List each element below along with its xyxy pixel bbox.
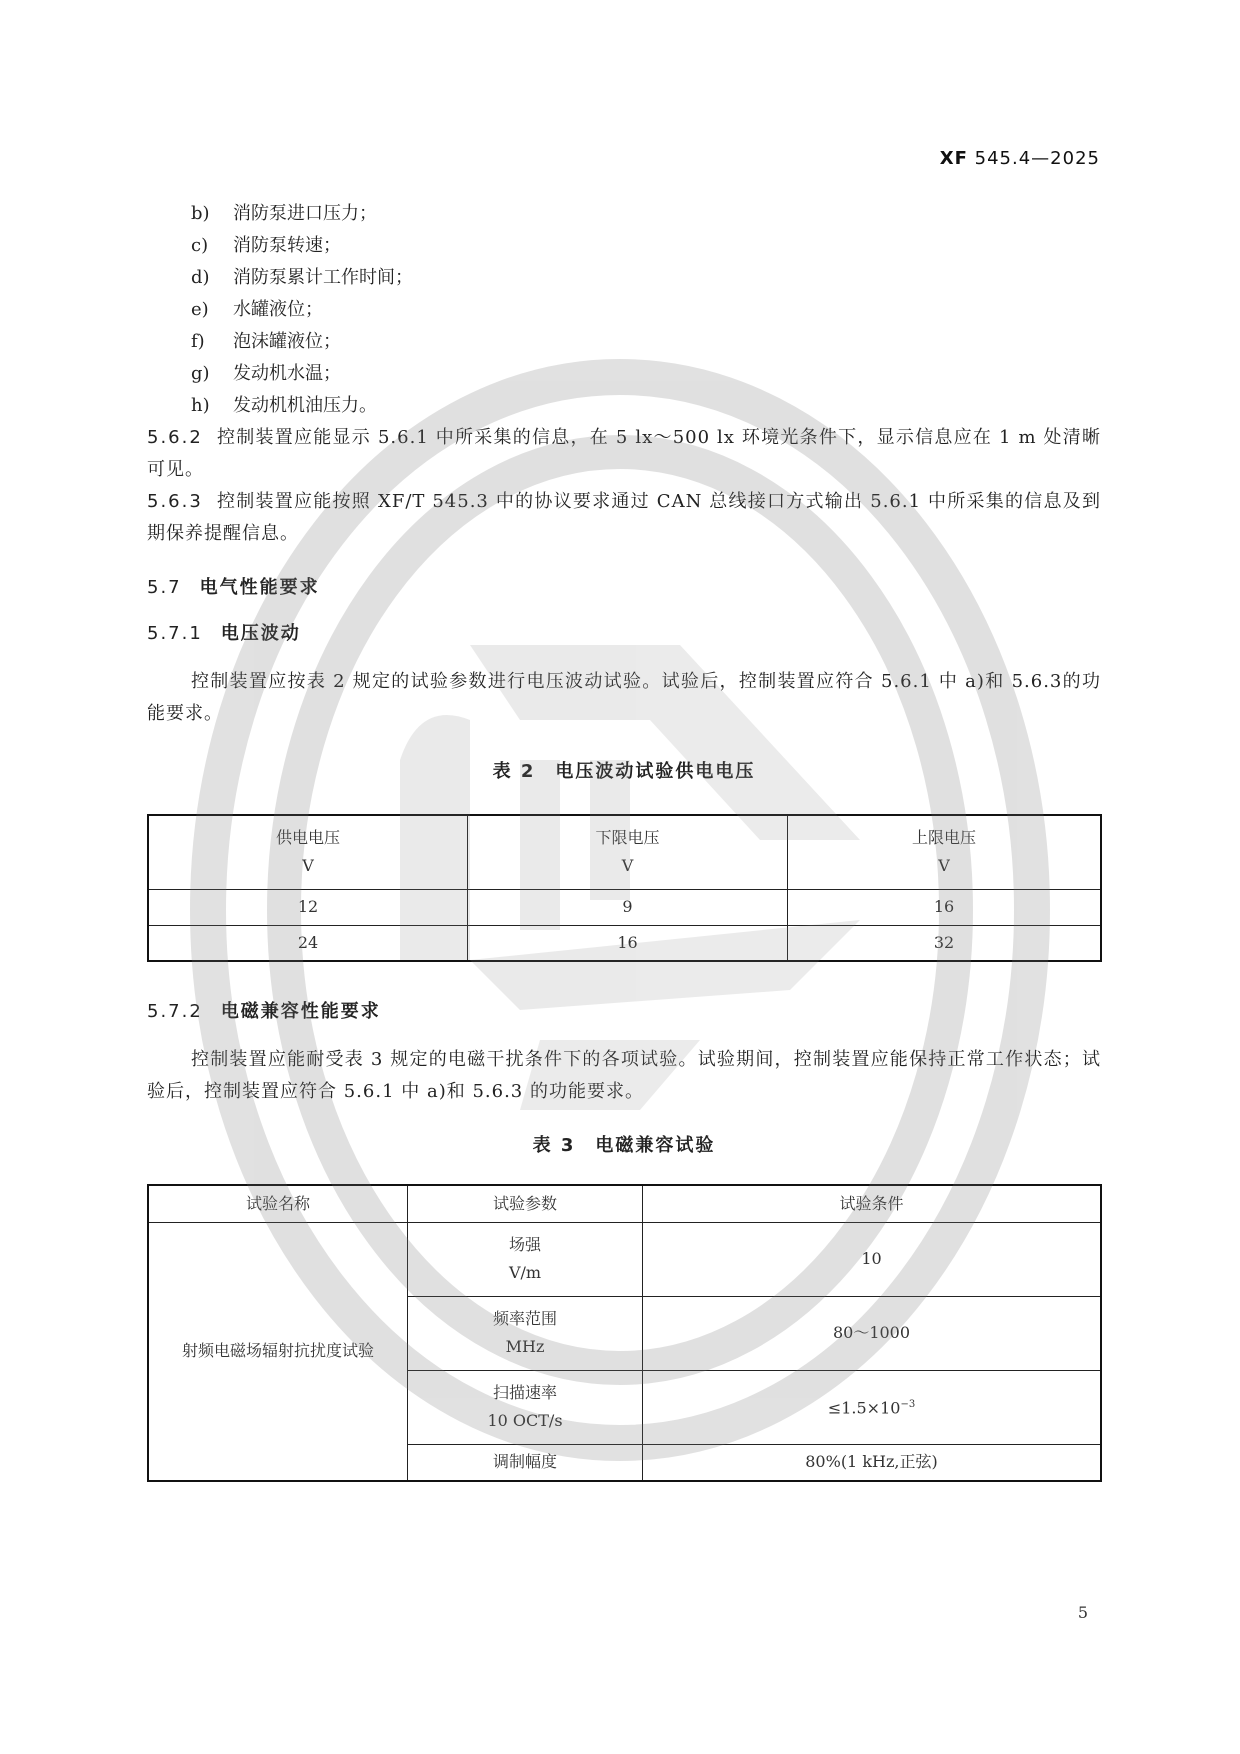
list-item: [191, 198, 1101, 230]
list-text: 泡沫罐液位；: [233, 331, 341, 352]
section-5-7-1-body: 控制装置应按表 2 规定的试验参数进行电压波动试验。试验后，控制装置应符合 5.6.1 中 a)和 5.6.3的功能要求。: [147, 671, 1101, 724]
table-caption-number: 表 3: [532, 1135, 576, 1156]
list-item: [191, 230, 1101, 262]
section-number: 5.7.1: [147, 623, 203, 644]
section-5-7-2-body: 控制装置应能耐受表 3 规定的电磁干扰条件下的各项试验。试验期间，控制装置应能保持正常工作状态；试验后，控制装置应符合 5.6.1 中 a)和 5.6.3 的功能要求。: [147, 1049, 1101, 1102]
param-name: 扫描速率: [492, 1383, 557, 1402]
list-item: [191, 326, 1101, 358]
condition-cell: [643, 1370, 1102, 1444]
param-name: 频率范围: [492, 1309, 557, 1328]
page-number: 5: [1077, 1603, 1088, 1622]
condition-base: ≤1.5×10: [827, 1398, 901, 1418]
param-unit: 10 OCT/s: [487, 1411, 563, 1430]
list-item: [191, 390, 1101, 422]
section-title: 电压波动: [220, 623, 301, 644]
table-row: [148, 889, 1101, 925]
page-content: [147, 198, 1101, 1482]
table-caption-number: 表 2: [492, 761, 536, 782]
param-unit: MHz: [505, 1337, 545, 1356]
list-marker: d): [191, 267, 210, 288]
list-item: [191, 358, 1101, 390]
standard-code: [940, 148, 1100, 169]
list-marker: c): [191, 235, 209, 256]
table-header-cell: 试验条件: [643, 1185, 1102, 1222]
table-row: [148, 1222, 1101, 1296]
table-2-caption: [147, 756, 1101, 788]
header-name: 下限电压: [595, 828, 660, 848]
list-text: 水罐液位；: [233, 299, 323, 320]
list-text: 消防泵转速；: [233, 235, 341, 256]
condition-exponent: −3: [900, 1399, 916, 1411]
condition-cell: 80%(1 kHz,正弦): [643, 1444, 1102, 1481]
table-cell: 16: [468, 925, 788, 961]
list-marker: e): [191, 299, 209, 320]
condition-cell: 10: [643, 1222, 1102, 1296]
list-text: 发动机水温；: [233, 363, 341, 384]
section-heading-5-7-2: [147, 996, 1101, 1028]
section-number: 5.7: [147, 577, 182, 598]
table-header-cell: 试验名称: [148, 1185, 408, 1222]
clause-5-6-3: [147, 486, 1101, 550]
table-3-caption: [147, 1130, 1101, 1162]
header-name: 供电电压: [275, 828, 340, 848]
section-heading-5-7-1: [147, 618, 1101, 650]
table-cell: 12: [148, 889, 468, 925]
header-unit: V: [938, 856, 950, 876]
info-list: [147, 198, 1101, 422]
header-unit: V: [302, 856, 314, 876]
clause-number: 5.6.2: [147, 427, 203, 448]
param-cell: [408, 1222, 643, 1296]
table-caption-title: 电压波动试验供电电压: [555, 761, 756, 782]
table-header-cell: 试验参数: [408, 1185, 643, 1222]
list-text: 发动机机油压力。: [233, 395, 377, 416]
table-cell: 9: [468, 889, 788, 925]
table-header-cell: [788, 815, 1102, 889]
table-3: [147, 1184, 1102, 1482]
list-text: 消防泵进口压力；: [233, 203, 377, 224]
list-text: 消防泵累计工作时间；: [233, 267, 413, 288]
table-caption-title: 电磁兼容试验: [595, 1135, 716, 1156]
list-item: [191, 294, 1101, 326]
list-marker: g): [191, 363, 210, 384]
list-item: [191, 262, 1101, 294]
clause-text: 控制装置应能显示 5.6.1 中所采集的信息，在 5 lx～500 lx 环境光条件下，显示信息应在 1 m 处清晰可见。: [147, 427, 1101, 480]
list-marker: b): [191, 203, 210, 224]
section-heading-5-7: [147, 572, 1101, 604]
table-header-row: [148, 815, 1101, 889]
table-header-cell: [468, 815, 788, 889]
param-cell: [408, 1296, 643, 1370]
clause-number: 5.6.3: [147, 491, 203, 512]
section-number: 5.7.2: [147, 1001, 203, 1022]
clause-5-6-2: [147, 422, 1101, 486]
section-title: 电气性能要求: [199, 577, 320, 598]
param-name: 场强: [508, 1235, 541, 1254]
table-cell: 16: [788, 889, 1102, 925]
header-unit: V: [621, 856, 634, 876]
table-cell: 24: [148, 925, 468, 961]
standard-code-prefix: XF: [939, 148, 968, 169]
table-row: [148, 925, 1101, 961]
section-title: 电磁兼容性能要求: [220, 1001, 381, 1022]
table-2: [147, 814, 1102, 962]
table-header-row: [148, 1185, 1101, 1222]
list-marker: h): [191, 395, 210, 416]
clause-text: 控制装置应能按照 XF/T 545.3 中的协议要求通过 CAN 总线接口方式输出 5.6.1 中所采集的信息及到期保养提醒信息。: [147, 491, 1101, 544]
table-header-cell: [148, 815, 468, 889]
param-cell: [408, 1370, 643, 1444]
standard-code-number: 545.4—2025: [974, 148, 1100, 169]
param-cell: 调制幅度: [408, 1444, 643, 1481]
param-unit: V/m: [508, 1263, 542, 1282]
table-cell: 32: [788, 925, 1102, 961]
test-name-cell: 射频电磁场辐射抗扰度试验: [148, 1222, 408, 1481]
header-name: 上限电压: [911, 828, 976, 848]
condition-cell: 80～1000: [643, 1296, 1102, 1370]
list-marker: f): [191, 331, 205, 352]
